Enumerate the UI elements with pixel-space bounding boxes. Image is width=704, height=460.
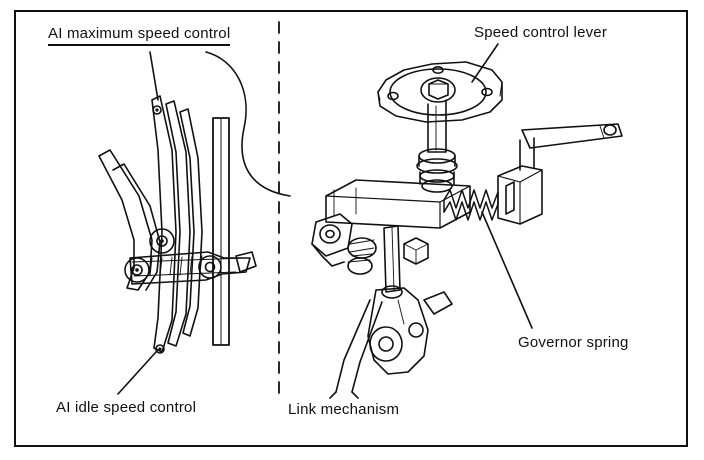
label-link-mechanism: Link mechanism bbox=[288, 401, 400, 418]
left-assembly bbox=[99, 96, 256, 353]
leader-link-1 bbox=[330, 392, 336, 398]
label-governor-spring: Governor spring bbox=[518, 334, 629, 351]
label-speed-control-lever: Speed control lever bbox=[474, 24, 608, 41]
leader-max-speed-short bbox=[150, 52, 158, 100]
leader-link-2 bbox=[352, 392, 358, 398]
label-ai-maximum-speed-control: AI maximum speed control bbox=[48, 25, 230, 46]
governor-spring bbox=[444, 190, 498, 220]
leader-speed-lever bbox=[472, 44, 498, 82]
lower-coil bbox=[348, 238, 376, 274]
leader-governor-spring bbox=[482, 212, 532, 328]
leader-max-speed-curve bbox=[206, 52, 290, 196]
label-ai-idle-speed-control: AI idle speed control bbox=[56, 399, 197, 416]
leader-idle-speed bbox=[118, 352, 156, 394]
